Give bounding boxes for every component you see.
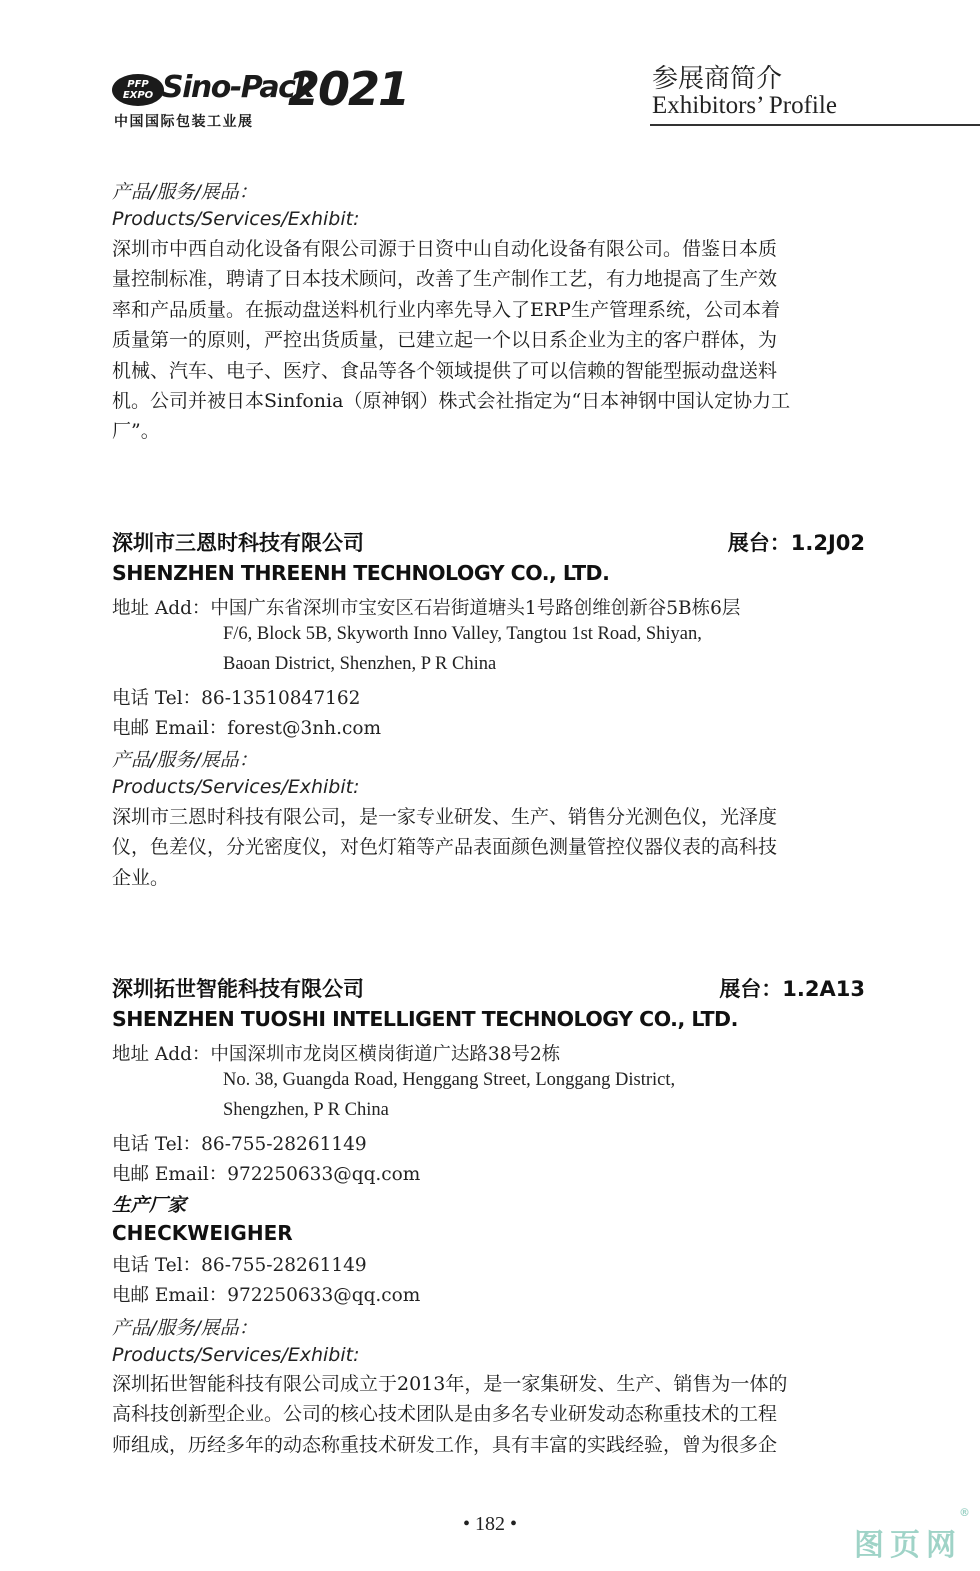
header-divider	[650, 124, 980, 126]
text-line: 企业。	[112, 866, 170, 889]
badge-top-text: PFP	[127, 79, 149, 90]
company-description	[112, 1369, 872, 1460]
text-line: 深圳市中西自动化设备有限公司源于日资中山自动化设备有限公司。借鉴日本质	[112, 238, 778, 260]
section-title-cn: 参展商简介	[652, 64, 783, 94]
address-en-line: Shengzhen, P R China	[223, 1100, 389, 1120]
sub-entity-en: CHECKWEIGHER	[112, 1221, 293, 1245]
email: 电邮 Email：forest@3nh.com	[112, 718, 382, 739]
address-en-line: Baoan District, Shenzhen, P R China	[223, 654, 497, 674]
email: 电邮 Email：972250633@qq.com	[112, 1285, 421, 1306]
products-label-cn: 产品/服务/展品：	[112, 749, 258, 771]
logo-year: 2021	[288, 62, 409, 116]
telephone: 电话 Tel：86-755-28261149	[112, 1134, 367, 1155]
sub-entity-cn: 生产厂家	[112, 1195, 187, 1216]
text-line: 机。公司并被日本Sinfonia（原神钢）株式会社指定为“日本神钢中国认定协力工	[112, 390, 791, 413]
section-title-en: Exhibitors’ Profile	[652, 92, 837, 119]
text-line: 量控制标准，聘请了日本技术顾问，改善了生产制作工艺，有力地提高了生产效	[112, 268, 778, 291]
telephone: 电话 Tel：86-13510847162	[112, 688, 361, 709]
address-line: 地址 Add：中国深圳市龙岗区横岗街道广达路38号2栋	[112, 1044, 561, 1065]
company-description	[112, 802, 872, 893]
text-line: 高科技创新型企业。公司的核心技术团队是由多名专业研发动态称重技术的工程	[112, 1403, 778, 1426]
page-number: • 182 •	[462, 1513, 517, 1535]
company-name-cn: 深圳市三恩时科技有限公司	[112, 531, 364, 555]
products-label-en: Products/Services/Exhibit:	[112, 1344, 360, 1366]
text-line: 率和产品质量。在振动盘送料机行业内率先导入了ERP生产管理系统，公司本着	[112, 298, 780, 321]
pfp-expo-badge	[112, 74, 164, 106]
address-en-line: F/6, Block 5B, Skyworth Inno Valley, Tangtou 1st Road, Shiyan,	[223, 624, 702, 644]
telephone: 电话 Tel：86-755-28261149	[112, 1255, 367, 1276]
text-line: 师组成，历经多年的动态称重技术研发工作，具有丰富的实践经验，曾为很多企	[112, 1433, 778, 1456]
booth-number: 展台：1.2J02	[727, 531, 865, 555]
products-label-cn: 产品/服务/展品：	[112, 181, 258, 203]
watermark	[854, 1506, 970, 1564]
text-line: 质量第一的原则，严控出货质量，已建立起一个以日系企业为主的客户群体，为	[112, 329, 778, 352]
sino-pack-logo	[112, 62, 409, 136]
company-name-en: SHENZHEN TUOSHI INTELLIGENT TECHNOLOGY CO., LTD.	[112, 1007, 738, 1031]
email: 电邮 Email：972250633@qq.com	[112, 1164, 421, 1185]
text-line: 厂”。	[112, 420, 160, 443]
products-label-en: Products/Services/Exhibit:	[112, 776, 360, 798]
badge-bottom-text: EXPO	[122, 90, 154, 101]
registered-mark: ®	[959, 1506, 970, 1519]
text-line: 深圳市三恩时科技有限公司，是一家专业研发、生产、销售分光测色仪，光泽度	[112, 806, 778, 828]
text-line: 深圳拓世智能科技有限公司成立于2013年，是一家集研发、生产、销售为一体的	[112, 1373, 788, 1395]
company-name-cn: 深圳拓世智能科技有限公司	[112, 977, 364, 1001]
text-line: 仪，色差仪，分光密度仪，对色灯箱等产品表面颜色测量管控仪器仪表的高科技	[112, 836, 778, 859]
logo-chinese-name: 中国国际包装工业展	[114, 114, 254, 130]
watermark-text: 图页网	[854, 1528, 962, 1563]
address-line: 地址 Add：中国广东省深圳市宝安区石岩街道塘头1号路创维创新谷5B栋6层	[112, 598, 741, 619]
prev-description	[112, 234, 872, 447]
booth-number: 展台：1.2A13	[719, 977, 865, 1001]
address-en-line: No. 38, Guangda Road, Henggang Street, Longgang District,	[223, 1070, 676, 1090]
products-label-cn: 产品/服务/展品：	[112, 1317, 258, 1339]
text-line: 机械、汽车、电子、医疗、食品等各个领域提供了可以信赖的智能型振动盘送料	[112, 359, 778, 382]
company-name-en: SHENZHEN THREENH TECHNOLOGY CO., LTD.	[112, 561, 610, 585]
products-label-en: Products/Services/Exhibit:	[112, 208, 360, 230]
logo-name: Sino-Pack	[162, 70, 313, 105]
